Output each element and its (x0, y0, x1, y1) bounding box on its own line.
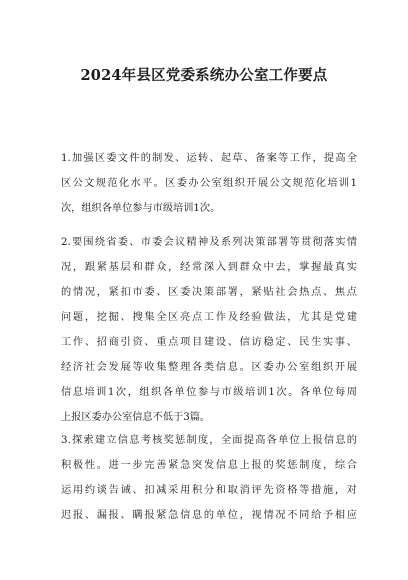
text-line: 问题，挖掘、搜集全区亮点工作及经验做法，尤其是党建 (61, 312, 357, 323)
text-line: 2.要围绕省委、市委会议精神及系列决策部署等贯彻落实情 (61, 237, 357, 248)
text-line: 信息培训1次，组织各单位参与市级培训1次。各单位每周 (61, 387, 357, 398)
paragraph-1 (61, 146, 357, 221)
paragraph-2 (61, 230, 357, 430)
text-line: 3.探索建立信息考核奖惩制度，全面提高各单位上报信息的 (61, 435, 357, 446)
text-line: 区公文规范化水平。区委办公室组织开展公文规范化培训1 (61, 178, 357, 189)
text-line: 次，组织各单位参与市级培训1次。 (61, 203, 221, 214)
text-line: 1.加强区委文件的制发、运转、起草、备案等工作，提高全 (61, 153, 357, 164)
paragraph-3 (61, 428, 357, 528)
text-line: 上报区委办公室信息不低于3篇。 (61, 412, 211, 423)
text-line: 迟报、漏报、瞒报紧急信息的单位，视情况不同给予相应 (61, 510, 357, 521)
text-line: 积极性。进一步完善紧急突发信息上报的奖惩制度，综合 (61, 460, 357, 471)
text-line: 的情况，紧扣市委、区委决策部署，紧贴社会热点、焦点 (61, 287, 357, 298)
text-line: 况，跟紧基层和群众，经常深入到群众中去，掌握最真实 (61, 262, 357, 273)
document-title: 2024年县区党委系统办公室工作要点 (80, 67, 328, 84)
text-line: 运用约谈告诫、扣减采用积分和取消评先资格等措施，对 (61, 485, 357, 496)
text-line: 经济社会发展等收集整理各类信息。区委办公室组织开展 (61, 362, 357, 373)
text-line: 工作、招商引资、重点项目建设、信访稳定、民生实事、 (61, 337, 357, 348)
